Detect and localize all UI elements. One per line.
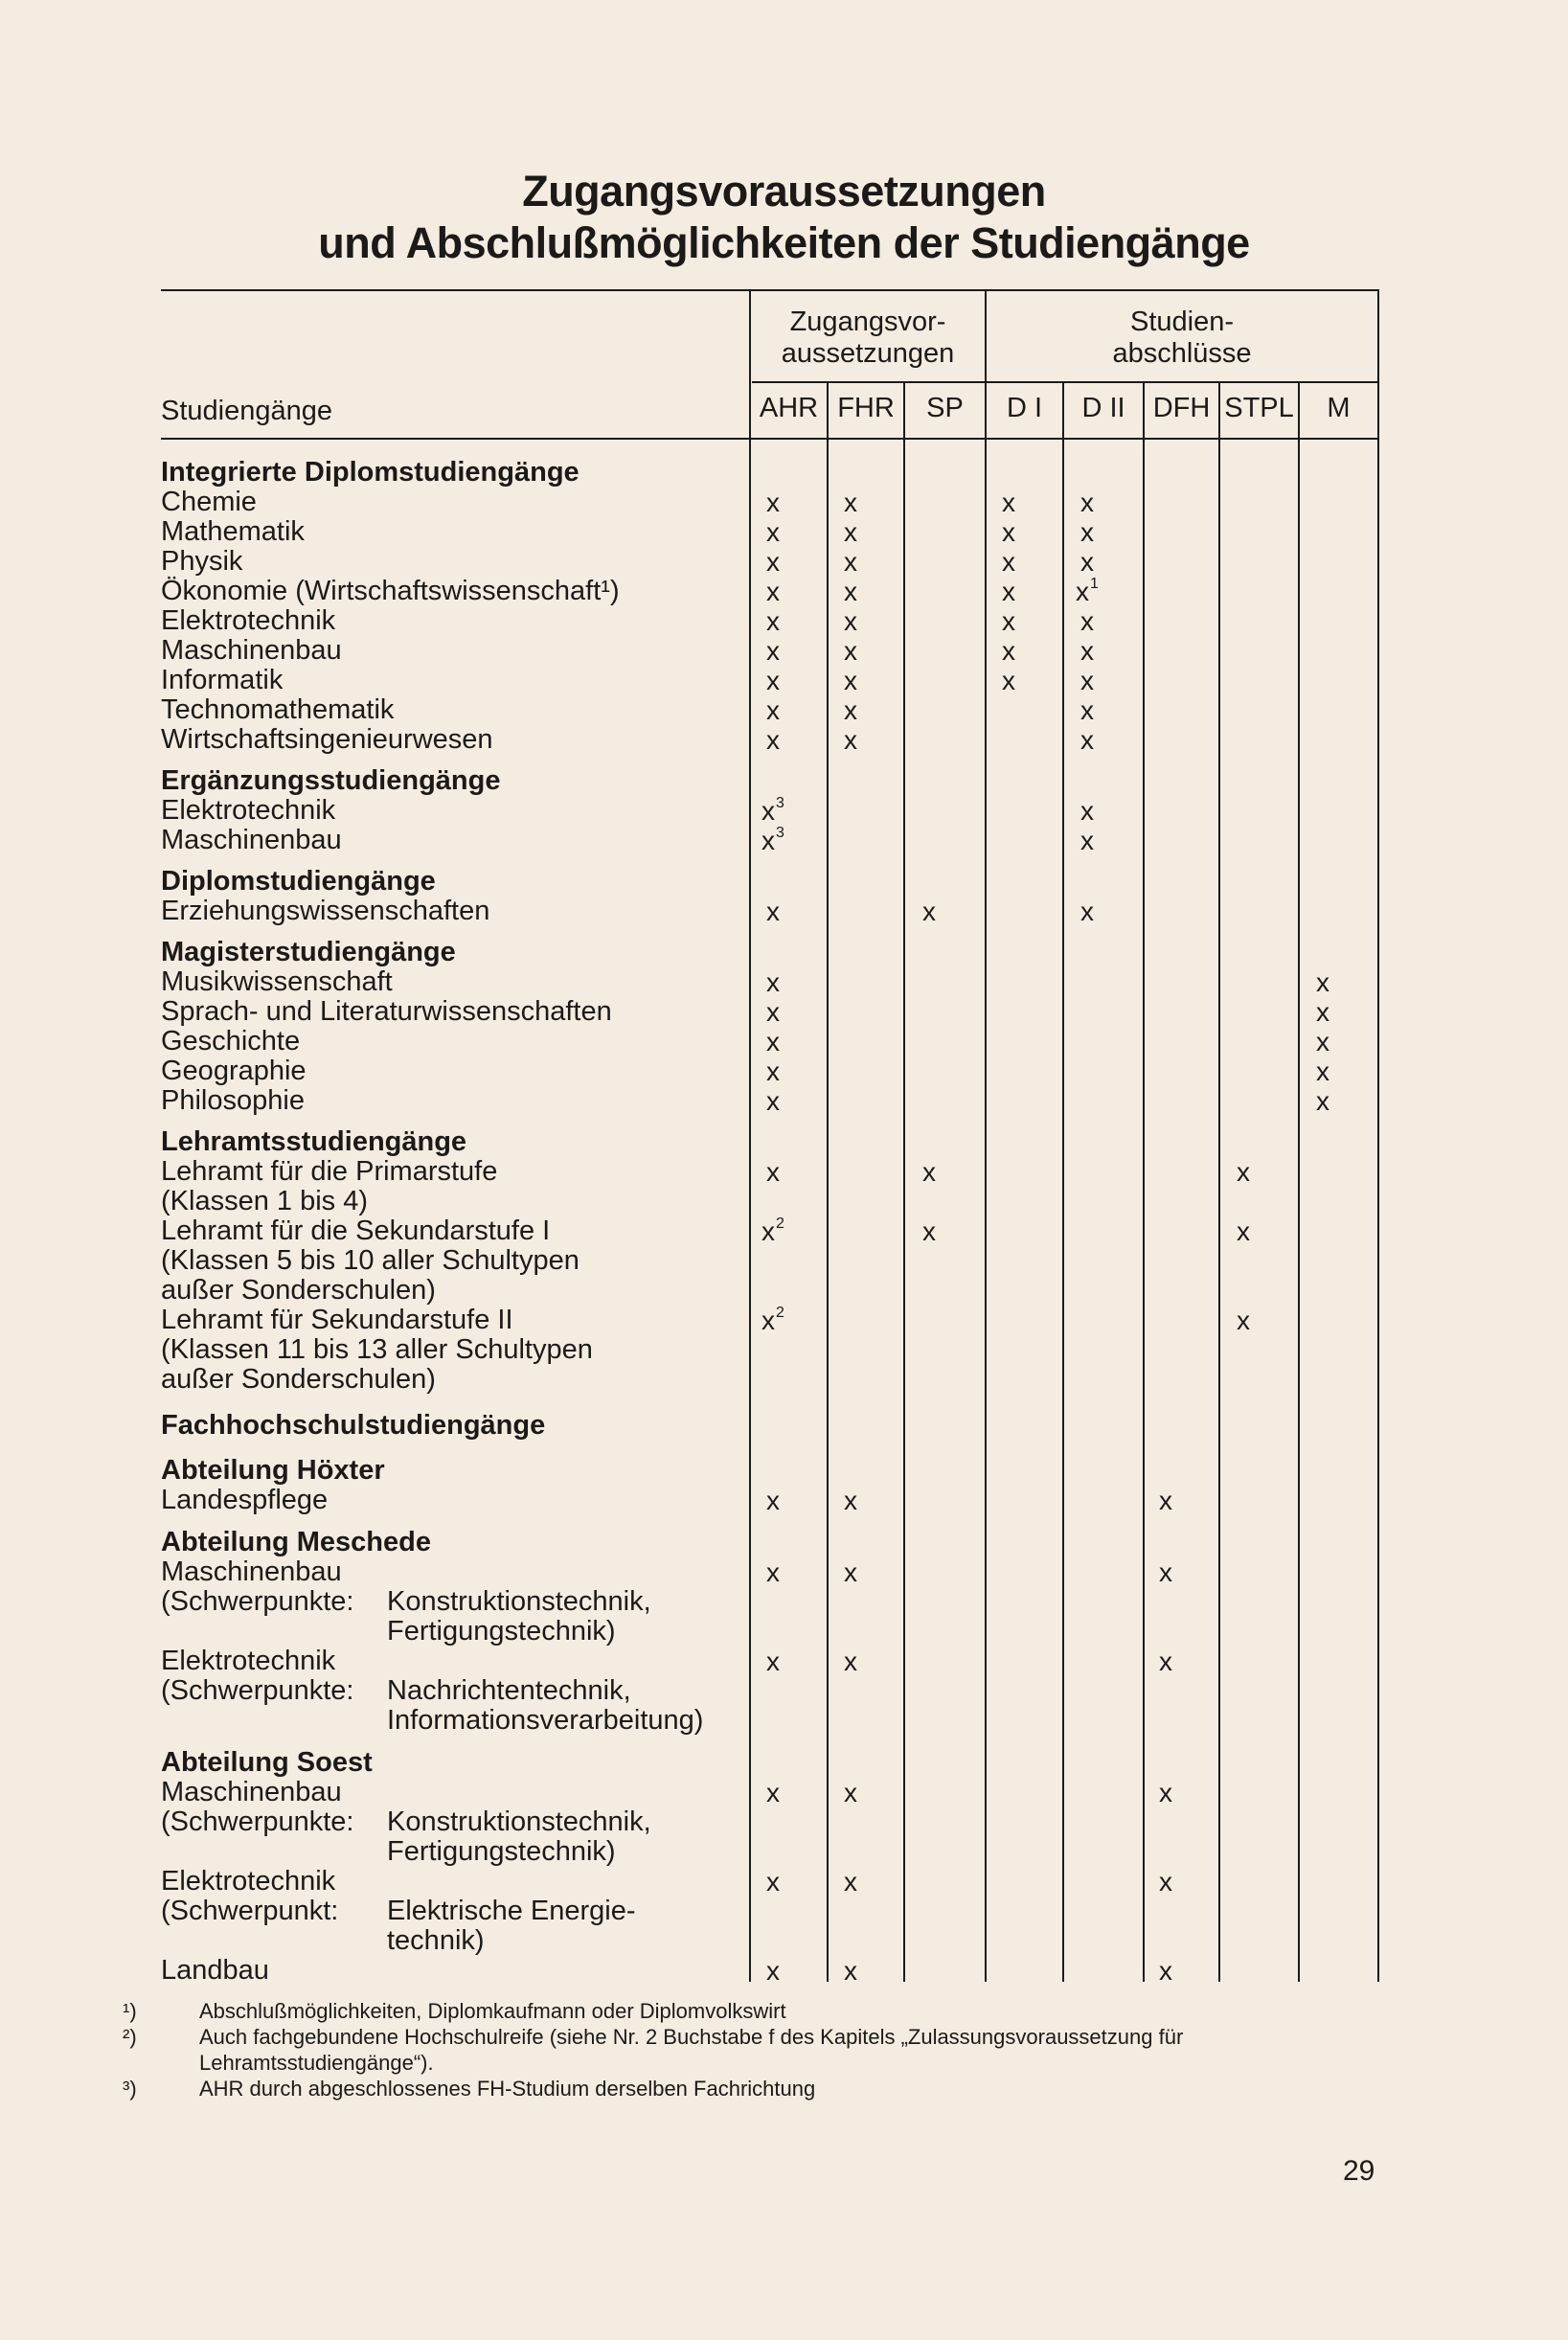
cell-mark-dfh: x xyxy=(1159,1486,1172,1515)
table-row-detail: technik) xyxy=(387,1925,485,1956)
cell-mark-dii: x xyxy=(1080,636,1094,666)
table-row-label: Lehramt für die Sekundarstufe I xyxy=(161,1215,551,1246)
table-row-detail: Konstruktionstechnik, xyxy=(387,1806,651,1837)
cell-mark-sp: x xyxy=(922,897,936,926)
table-row-label: Musikwissenschaft xyxy=(161,966,393,997)
cell-mark-dii: x xyxy=(1080,606,1094,636)
page-title-line-2: und Abschlußmöglichkeiten der Studiengänge xyxy=(318,218,1250,267)
cell-mark-ahr: x xyxy=(766,1557,780,1587)
table-row-label: Maschinenbau xyxy=(161,635,342,666)
column-rule xyxy=(985,289,987,1982)
table-row-label: außer Sonderschulen) xyxy=(161,1364,436,1395)
cell-mark-fhr: x xyxy=(844,1867,857,1897)
table-row-label: Geographie xyxy=(161,1056,307,1086)
cell-mark-dii: x xyxy=(1080,517,1094,547)
cell-mark-fhr: x xyxy=(844,1647,857,1676)
column-rule xyxy=(749,289,751,1982)
cell-mark-di: x xyxy=(1002,666,1015,695)
column-code-fhr: FHR xyxy=(837,393,895,423)
section-heading: Abteilung Soest xyxy=(161,1747,373,1778)
footnote-number: ³) xyxy=(123,2077,137,2101)
table-row-label: (Schwerpunkt: xyxy=(161,1896,339,1926)
table-row-label: Geschichte xyxy=(161,1026,301,1056)
cell-mark-ahr: x xyxy=(766,636,780,666)
cell-mark-ahr: x xyxy=(766,725,780,755)
page-number: 29 xyxy=(1343,2155,1375,2187)
table-top-rule xyxy=(161,289,1379,291)
cell-mark-di: x xyxy=(1002,488,1015,517)
table-row-label: Wirtschaftsingenieurwesen xyxy=(161,724,493,755)
table-row-label: Mathematik xyxy=(161,516,305,547)
column-rule xyxy=(827,381,829,1982)
table-row-label: (Klassen 1 bis 4) xyxy=(161,1186,368,1216)
cell-mark-fhr: x xyxy=(844,1557,857,1587)
column-rule xyxy=(1143,381,1145,1982)
cell-mark-stpl: x xyxy=(1237,1306,1250,1335)
cell-mark-ahr: x xyxy=(766,547,780,577)
table-row-label: Elektrotechnik xyxy=(161,605,336,636)
cell-mark-stpl: x xyxy=(1237,1216,1250,1246)
table-row-label: Philosophie xyxy=(161,1085,305,1116)
section-heading: Lehramtsstudiengänge xyxy=(161,1126,467,1157)
cell-mark-fhr: x xyxy=(844,636,857,666)
page-title-line-1: Zugangsvoraussetzungen xyxy=(522,167,1046,216)
cell-mark-ahr: x xyxy=(766,517,780,547)
footnote-number: ²) xyxy=(123,2025,137,2049)
cell-mark-ahr: x xyxy=(766,897,780,926)
column-rule xyxy=(1062,381,1064,1982)
cell-mark-dfh: x xyxy=(1159,1956,1172,1986)
section-heading: Abteilung Höxter xyxy=(161,1455,385,1486)
table-row-label: außer Sonderschulen) xyxy=(161,1275,436,1306)
cell-mark-fhr: x xyxy=(844,666,857,695)
cell-mark-dfh: x xyxy=(1159,1647,1172,1676)
header-row-label: Studiengänge xyxy=(161,396,332,426)
cell-mark-ahr: x xyxy=(766,1778,780,1807)
cell-mark-fhr: x xyxy=(844,577,857,606)
footnote-text: AHR durch abgeschlossenes FH-Studium derselben Fachrichtung xyxy=(199,2077,816,2101)
footnote xyxy=(123,1998,1406,2024)
cell-mark-m: x xyxy=(1316,1086,1329,1116)
table-row-label: (Schwerpunkte: xyxy=(161,1806,354,1837)
cell-mark-di: x xyxy=(1002,606,1015,636)
column-code-ahr: AHR xyxy=(759,393,819,423)
table-row-detail: Konstruktionstechnik, xyxy=(387,1586,651,1617)
column-rule xyxy=(903,381,905,1982)
cell-mark-ahr: x xyxy=(766,1056,780,1086)
cell-mark-ahr: $x^2$ xyxy=(761,1305,784,1335)
cell-mark-fhr: x xyxy=(844,488,857,517)
footnote-number: ¹) xyxy=(123,1999,137,2023)
table-row-label: Physik xyxy=(161,546,243,577)
table-row-detail: Informationsverarbeitung) xyxy=(387,1705,704,1736)
header-group-degrees xyxy=(987,307,1377,370)
cell-mark-ahr: x xyxy=(766,1867,780,1897)
table-row-label: Elektrotechnik xyxy=(161,795,336,826)
header-group-access-line-2: aussetzungen xyxy=(781,338,955,369)
table-row-label: Lehramt für die Primarstufe xyxy=(161,1156,498,1187)
cell-mark-fhr: x xyxy=(844,1956,857,1986)
table-row-label: Informatik xyxy=(161,665,284,695)
cell-mark-ahr: x xyxy=(766,967,780,997)
header-code-rule xyxy=(752,381,1379,383)
cell-mark-di: x xyxy=(1002,636,1015,666)
table-row-label: Technomathematik xyxy=(161,694,395,725)
cell-mark-dii: x xyxy=(1080,666,1094,695)
table-row-detail: Fertigungstechnik) xyxy=(387,1616,616,1647)
cell-mark-fhr: x xyxy=(844,695,857,725)
cell-mark-ahr: x xyxy=(766,695,780,725)
column-code-m: M xyxy=(1327,393,1351,423)
header-bottom-rule xyxy=(161,438,1379,440)
cell-mark-m: x xyxy=(1316,1027,1329,1056)
cell-mark-ahr: x xyxy=(766,1486,780,1515)
table-row-label: (Klassen 5 bis 10 aller Schultypen xyxy=(161,1245,579,1276)
cell-mark-ahr: x xyxy=(766,666,780,695)
cell-mark-di: x xyxy=(1002,547,1015,577)
cell-mark-fhr: x xyxy=(844,547,857,577)
cell-mark-m: x xyxy=(1316,1056,1329,1086)
cell-mark-dii: x xyxy=(1080,488,1094,517)
cell-mark-di: x xyxy=(1002,517,1015,547)
section-heading: Magisterstudiengänge xyxy=(161,937,456,967)
table-row-label: Landespflege xyxy=(161,1485,329,1515)
table-row-label: Chemie xyxy=(161,487,257,517)
cell-mark-ahr: x xyxy=(766,1647,780,1676)
cell-mark-ahr: x xyxy=(766,1956,780,1986)
cell-mark-dii: x xyxy=(1080,725,1094,755)
cell-mark-fhr: x xyxy=(844,1486,857,1515)
cell-mark-fhr: x xyxy=(844,606,857,636)
table-row-label: Elektrotechnik xyxy=(161,1866,336,1897)
column-rule xyxy=(1377,289,1379,1982)
cell-mark-ahr: x xyxy=(766,488,780,517)
cell-mark-dii: $x^1$ xyxy=(1076,576,1099,606)
section-heading: Abteilung Meschede xyxy=(161,1527,431,1557)
cell-mark-ahr: x xyxy=(766,1157,780,1187)
footnote xyxy=(123,2076,1406,2101)
cell-mark-fhr: x xyxy=(844,725,857,755)
cell-mark-ahr: x xyxy=(766,606,780,636)
cell-mark-ahr: x xyxy=(766,577,780,606)
cell-mark-dii: x xyxy=(1080,796,1094,826)
table-row-detail: Fertigungstechnik) xyxy=(387,1836,616,1867)
cell-mark-ahr: x xyxy=(766,1086,780,1116)
table-row-label: Ökonomie (Wirtschaftswissenschaft¹) xyxy=(161,576,620,606)
footnote-text: Auch fachgebundene Hochschulreife (siehe Nr. 2 Buchstabe f des Kapitels „Zulassungsvoraussetzung für Lehramtsstudiengänge“). xyxy=(199,2025,1184,2075)
cell-mark-dfh: x xyxy=(1159,1778,1172,1807)
table-row-label: Lehramt für Sekundarstufe II xyxy=(161,1305,513,1335)
cell-mark-ahr: $x^2$ xyxy=(761,1215,784,1246)
table-row-label: Maschinenbau xyxy=(161,825,342,855)
table-row-label: Landbau xyxy=(161,1955,269,1986)
cell-mark-dii: x xyxy=(1080,826,1094,855)
cell-mark-dii: x xyxy=(1080,547,1094,577)
column-rule xyxy=(1218,381,1220,1982)
column-code-stpl: STPL xyxy=(1224,393,1294,423)
table-row-label: (Schwerpunkte: xyxy=(161,1586,354,1617)
section-heading: Fachhochschulstudiengänge xyxy=(161,1410,546,1441)
table-row-label: (Schwerpunkte: xyxy=(161,1675,354,1706)
cell-mark-sp: x xyxy=(922,1157,936,1187)
column-code-sp: SP xyxy=(926,393,964,423)
section-heading: Ergänzungsstudiengänge xyxy=(161,765,501,796)
cell-mark-dfh: x xyxy=(1159,1867,1172,1897)
table-row-label: Maschinenbau xyxy=(161,1777,342,1807)
cell-mark-ahr: x xyxy=(766,997,780,1027)
column-code-d2: D II xyxy=(1081,393,1125,423)
table-row-detail: Elektrische Energie- xyxy=(387,1896,636,1926)
cell-mark-dii: x xyxy=(1080,695,1094,725)
cell-mark-stpl: x xyxy=(1237,1157,1250,1187)
table-row-detail: Nachrichtentechnik, xyxy=(387,1675,631,1706)
footnote-text: Abschlußmöglichkeiten, Diplomkaufmann oder Diplomvolkswirt xyxy=(199,1999,786,2023)
cell-mark-dfh: x xyxy=(1159,1557,1172,1587)
table-row-label: (Klassen 11 bis 13 aller Schultypen xyxy=(161,1334,593,1365)
column-rule xyxy=(1298,381,1300,1982)
cell-mark-m: x xyxy=(1316,997,1329,1027)
table-row-label: Maschinenbau xyxy=(161,1556,342,1587)
cell-mark-fhr: x xyxy=(844,517,857,547)
table-row-label: Erziehungswissenschaften xyxy=(161,896,490,926)
header-group-degrees-line-1: Studien- xyxy=(1129,307,1234,337)
cell-mark-fhr: x xyxy=(844,1778,857,1807)
section-heading: Integrierte Diplomstudiengänge xyxy=(161,457,579,488)
table-row-label: Elektrotechnik xyxy=(161,1646,336,1676)
cell-mark-ahr: $x^3$ xyxy=(761,825,784,855)
header-group-degrees-line-2: abschlüsse xyxy=(1112,338,1252,369)
cell-mark-m: x xyxy=(1316,967,1329,997)
cell-mark-sp: x xyxy=(922,1216,936,1246)
table-row-label: Sprach- und Literaturwissenschaften xyxy=(161,996,612,1027)
column-code-dfh: DFH xyxy=(1152,393,1211,423)
cell-mark-di: x xyxy=(1002,577,1015,606)
column-code-d1: D I xyxy=(1006,393,1043,423)
cell-mark-ahr: $x^3$ xyxy=(761,795,784,826)
cell-mark-ahr: x xyxy=(766,1027,780,1056)
header-group-access xyxy=(751,307,985,370)
cell-mark-dii: x xyxy=(1080,897,1094,926)
section-heading: Diplomstudiengänge xyxy=(161,866,436,897)
header-group-access-line-1: Zugangsvor- xyxy=(789,307,946,337)
footnote xyxy=(123,2024,1406,2076)
